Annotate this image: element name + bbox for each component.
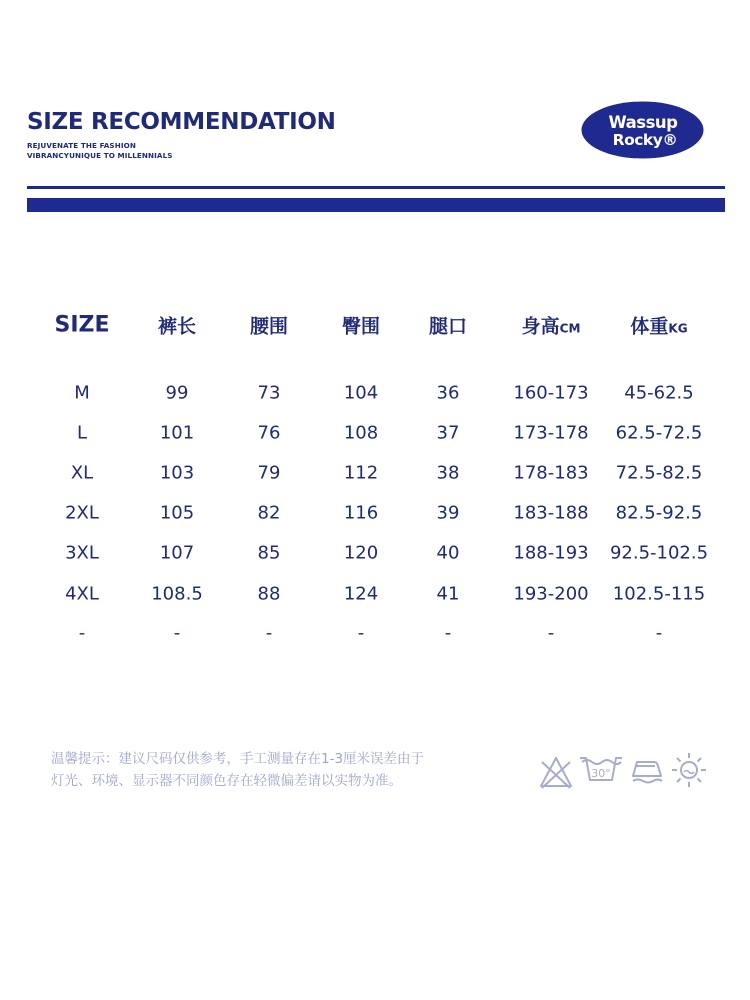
brand-logo: [581, 101, 704, 159]
table-cell-waist: 79: [257, 462, 281, 484]
wash-30-icon: [578, 750, 624, 790]
table-cell-height: 193-200: [513, 583, 589, 605]
table-cell-hip: 104: [343, 382, 379, 404]
table-cell-hip: 124: [343, 583, 379, 605]
table-cell-hip: 116: [343, 502, 379, 524]
table-cell-weight: 62.5-72.5: [615, 422, 703, 444]
column-header-label: 身高: [521, 315, 560, 338]
table-cell-hip: 108: [343, 422, 379, 444]
column-header-waist: [250, 312, 288, 339]
column-header-height: [522, 312, 581, 339]
table-cell-size: XL: [70, 462, 94, 484]
wash-temperature-label: 30°: [591, 767, 611, 780]
table-cell-pants-length: 105: [159, 502, 195, 524]
column-header-hip: [342, 312, 380, 339]
table-cell-height: 160-173: [513, 382, 589, 404]
table-cell-weight: -: [655, 622, 663, 644]
table-cell-leg-opening: 37: [436, 422, 460, 444]
table-cell-size: -: [78, 622, 86, 644]
table-cell-leg-opening: 39: [436, 502, 460, 524]
table-cell-hip: 120: [343, 542, 379, 564]
table-cell-size: 4XL: [65, 583, 99, 605]
table-cell-size: L: [76, 422, 88, 444]
table-cell-hip: 112: [343, 462, 379, 484]
table-cell-pants-length: 101: [159, 422, 195, 444]
column-header-pants-length: [158, 312, 196, 339]
table-cell-weight: 45-62.5: [624, 382, 694, 404]
column-header-label: 体重: [630, 315, 669, 338]
table-cell-hip: -: [357, 622, 365, 644]
column-header-leg-opening: [429, 312, 467, 339]
table-cell-waist: -: [265, 622, 273, 644]
column-header-label: SIZE: [54, 312, 110, 338]
table-cell-waist: 82: [257, 502, 281, 524]
table-cell-weight: 82.5-92.5: [615, 502, 703, 524]
table-cell-leg-opening: 38: [436, 462, 460, 484]
table-cell-waist: 73: [257, 382, 281, 404]
table-cell-leg-opening: -: [444, 622, 452, 644]
table-cell-pants-length: 107: [159, 542, 195, 564]
table-cell-height: 173-178: [513, 422, 589, 444]
column-header-label: 腰围: [249, 315, 289, 338]
table-cell-height: 188-193: [513, 542, 589, 564]
table-cell-size: 2XL: [65, 502, 99, 524]
table-cell-weight: 92.5-102.5: [609, 542, 709, 564]
header-rule-thin: [27, 186, 725, 189]
table-cell-waist: 85: [257, 542, 281, 564]
table-cell-height: -: [547, 622, 555, 644]
subtitle-line-1: REJUVENATE THE FASHION: [27, 141, 136, 150]
table-cell-weight: 102.5-115: [612, 583, 706, 605]
column-header-label: 腿口: [428, 315, 468, 338]
sun-dry-icon: [670, 750, 708, 790]
table-cell-pants-length: 103: [159, 462, 195, 484]
table-cell-waist: 76: [257, 422, 281, 444]
page-title: SIZE RECOMMENDATION: [27, 109, 336, 135]
column-header-unit: CM: [559, 321, 581, 336]
table-cell-size: M: [74, 382, 90, 404]
header-rule-thick: [27, 198, 725, 212]
no-bleach-icon: [538, 750, 574, 790]
table-cell-leg-opening: 36: [436, 382, 460, 404]
table-cell-pants-length: -: [173, 622, 181, 644]
table-cell-pants-length: 108.5: [151, 583, 203, 605]
column-header-size: [54, 313, 109, 338]
logo-line-1: Wassup: [608, 113, 678, 132]
column-header-unit: KG: [668, 321, 688, 336]
column-header-label: 臀围: [341, 315, 381, 338]
table-cell-leg-opening: 41: [436, 583, 460, 605]
care-note-line-1: 温馨提示：建议尺码仅供参考，手工测量存在1-3厘米误差由于: [51, 751, 425, 767]
logo-line-2: Rocky®: [612, 131, 678, 149]
column-header-weight: [630, 312, 687, 339]
care-note: [51, 748, 501, 792]
table-cell-size: 3XL: [65, 542, 99, 564]
table-cell-leg-opening: 40: [436, 542, 460, 564]
care-note-line-2: 灯光、环境、显示器不同颜色存在轻微偏差请以实物为准。: [51, 773, 402, 789]
table-cell-height: 183-188: [513, 502, 589, 524]
table-cell-height: 178-183: [513, 462, 589, 484]
table-cell-weight: 72.5-82.5: [615, 462, 703, 484]
table-cell-waist: 88: [257, 583, 281, 605]
column-header-label: 裤长: [157, 315, 197, 338]
table-cell-pants-length: 99: [165, 382, 189, 404]
iron-icon: [630, 750, 664, 790]
subtitle-line-2: VIBRANCYUNIQUE TO MILLENNIALS: [27, 151, 173, 160]
